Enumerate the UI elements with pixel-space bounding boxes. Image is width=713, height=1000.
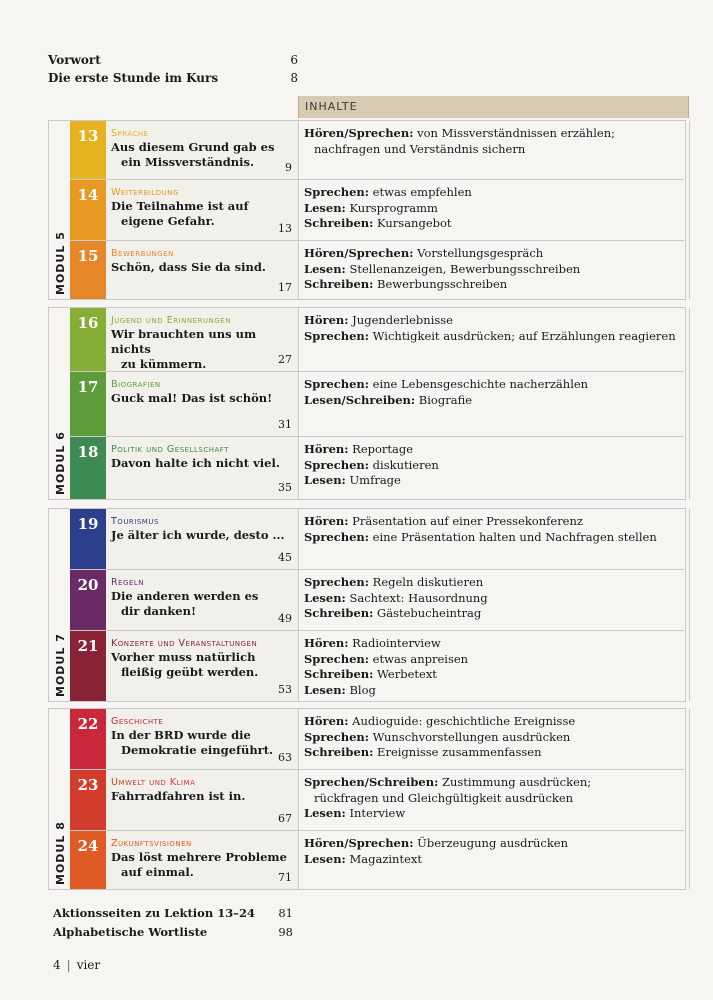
content-line [304,683,689,699]
skill-description: Zustimmung ausdrücken; [438,775,592,789]
lesson-content [304,636,689,698]
lesson-page-number: 35 [278,481,292,494]
content-line [304,313,689,329]
lesson-content [304,714,689,761]
lesson-title-line: ein Missverständnis. [121,155,255,169]
toc-entry-vorwort[interactable]: Vorwort 6 [48,53,298,67]
lesson-topic: Tourismus [111,516,159,527]
skill-description: Kursprogramm [345,200,438,215]
skill-label: Schreiben: [304,667,374,681]
content-line [304,442,689,458]
lesson-title-line: Davon halte ich nicht viel. [111,456,280,470]
content-line [304,775,689,791]
lesson-row-22[interactable] [70,709,684,770]
skill-label: Lesen: [304,806,346,820]
lesson-page-number: 17 [278,281,292,294]
page-number: 81 [278,906,293,920]
lesson-title-line: Vorher muss natürlich [111,650,256,664]
lesson-content [304,514,689,545]
skill-label: Hören: [304,442,349,456]
skill-description: etwas anpreisen [369,651,469,666]
skill-description: Wichtigkeit ausdrücken; auf Erzählungen reagieren [369,328,676,343]
skill-description: Gästebucheintrag [373,606,482,620]
lesson-number-box [70,509,106,569]
content-line [304,201,689,217]
lesson-title [111,140,293,170]
lesson-title-line: Je älter ich wurde, desto ... [111,528,285,542]
lesson-content [304,442,689,489]
module-label-text: MODUL 5 [54,231,67,295]
lesson-content [304,126,689,157]
lesson-row-14[interactable] [70,180,684,241]
skill-label: Lesen: [304,261,346,276]
lesson-row-18[interactable] [70,437,684,500]
lesson-title-line: zu kümmern. [121,357,207,371]
lesson-title-box [106,437,299,499]
skill-description: nachfragen und Verständnis sichern [314,141,526,156]
skill-label: Schreiben: [304,216,374,230]
lesson-title [111,199,293,229]
module-8 [48,708,686,890]
skill-label: Lesen/Schreiben: [304,392,416,407]
module-label [49,308,69,495]
lesson-topic: Bewerbungen [111,248,174,259]
lesson-row-16[interactable] [70,308,684,372]
content-line [304,393,689,409]
lesson-title-box [106,631,299,701]
skill-label: Hören: [304,714,349,728]
skill-label: Sprechen: [304,575,370,589]
lesson-title-box [106,509,299,569]
lesson-topic: Umwelt und Klima [111,777,196,788]
module-label [49,509,69,697]
skill-description: Überzeugung ausdrücken [413,836,569,850]
module-label-text: MODUL 7 [54,633,67,697]
lesson-content [304,575,689,622]
lesson-title [111,327,293,372]
content-right-rule [689,121,690,299]
lesson-content [304,377,689,408]
inhalte-header: INHALTE [298,96,689,118]
lesson-page-number: 71 [278,871,292,884]
lesson-title-box [106,308,299,371]
skill-description: Radiointerview [348,636,441,650]
page-number: 8 [290,71,298,85]
content-line [304,530,689,546]
header-divider [688,96,689,118]
lesson-number-box [70,241,106,299]
skill-description: Präsentation auf einer Pressekonferenz [348,514,583,528]
lesson-content [304,775,689,822]
content-line [304,329,689,345]
lesson-page-number: 31 [278,418,292,431]
lesson-number: 22 [77,715,99,733]
module-label-text: MODUL 6 [54,431,67,495]
lesson-number: 15 [77,247,99,265]
skill-label: Lesen: [304,682,346,697]
content-line [304,791,689,807]
lesson-title [111,650,293,680]
skill-label: Sprechen/Schreiben: [304,775,439,789]
lesson-row-17[interactable] [70,372,684,437]
footer-page-word: vier [76,958,101,972]
lesson-row-19[interactable] [70,509,684,570]
skill-description: Interview [345,806,406,820]
footer-separator: | [66,958,71,972]
skill-description: diskutieren [369,457,439,472]
lesson-topic: Biografien [111,379,161,390]
lesson-content [304,246,689,293]
content-line [304,458,689,474]
lesson-topic: Zukunftsvisionen [111,838,192,849]
lesson-title-box [106,570,299,630]
lesson-row-15[interactable] [70,241,684,300]
lesson-title-line: Wir brauchten uns um nichts [111,327,257,356]
lesson-title-box [106,121,299,179]
module-6 [48,307,686,500]
skill-description: Stellenanzeigen, Bewerbungsschreiben [345,261,581,276]
lesson-title-box [106,831,299,889]
skill-description: Audioguide: geschichtliche Ereignisse [348,714,576,728]
content-line [304,377,689,393]
lesson-number: 24 [77,837,99,855]
skill-label: Schreiben: [304,277,374,291]
lesson-topic: Sprache [111,128,149,139]
content-line [304,246,689,262]
skill-description: Vorstellungsgespräch [413,246,544,260]
module-label [49,121,69,295]
skill-description: eine Lebensgeschichte nacherzählen [369,377,589,391]
lesson-page-number: 67 [278,812,292,825]
content-line [304,591,689,607]
skill-description: eine Präsentation halten und Nachfragen stellen [369,529,657,544]
content-right-rule [689,709,690,889]
skill-description: Wunschvorstellungen ausdrücken [369,729,571,744]
lesson-title-line: fleißig geübt werden. [121,665,259,679]
content-line [304,142,689,158]
lesson-title-box [106,709,299,769]
lesson-title [111,391,293,406]
skill-label: Schreiben: [304,745,374,759]
lesson-number-box [70,831,106,889]
skill-label: Hören/Sprechen: [304,836,414,850]
module-7 [48,508,686,702]
lesson-page-number: 9 [285,161,292,174]
lesson-row-21[interactable] [70,631,684,702]
lesson-title [111,528,293,543]
content-line [304,836,689,852]
lesson-topic: Geschichte [111,716,164,727]
skill-label: Schreiben: [304,606,374,620]
lesson-number-box [70,437,106,499]
content-line [304,262,689,278]
skill-label: Lesen: [304,200,346,215]
skill-description: Regeln diskutieren [369,575,484,589]
content-right-rule [689,509,690,701]
lesson-title-line: Die Teilnahme ist auf [111,199,249,213]
skill-description: Werbetext [373,667,437,681]
content-line [304,667,689,683]
lesson-title-line: auf einmal. [121,865,194,879]
skill-label: Sprechen: [304,457,370,472]
module-label-text: MODUL 8 [54,821,67,885]
skill-label: Lesen: [304,590,346,605]
skill-label: Lesen: [304,473,346,487]
lesson-title-box [106,180,299,240]
lesson-topic: Konzerte und Veranstaltungen [111,638,258,649]
content-line [304,745,689,761]
toc-entry-wortliste[interactable]: Alphabetische Wortliste 98 [53,925,293,939]
lesson-number: 16 [77,314,99,332]
lesson-title-line: eigene Gefahr. [121,214,215,228]
lesson-topic: Regeln [111,577,145,588]
lesson-number-box [70,570,106,630]
skill-label: Hören/Sprechen: [304,126,414,140]
skill-label: Hören/Sprechen: [304,246,414,260]
page-number: 98 [278,925,293,939]
skill-description: etwas empfehlen [369,185,472,199]
lesson-number: 21 [77,637,99,655]
skill-description: Bewerbungsschreiben [373,277,508,291]
lesson-number-box [70,308,106,371]
page-number: 6 [290,53,298,67]
content-line [304,185,689,201]
lesson-content [304,836,689,867]
lesson-title-box [106,241,299,299]
skill-description: Blog [345,682,376,697]
lesson-title-box [106,372,299,436]
lesson-title [111,789,293,804]
skill-description: Ereignisse zusammenfassen [373,745,542,759]
content-right-rule [689,308,690,499]
lesson-title [111,850,293,880]
content-line [304,806,689,822]
lesson-title-line: Fahrradfahren ist in. [111,789,246,803]
lesson-number: 18 [77,443,99,461]
lesson-title-line: dir danken! [121,604,197,618]
skill-description: Jugenderlebnisse [348,313,453,327]
lesson-topic: Jugend und Erinnerungen [111,315,231,326]
content-line [304,606,689,622]
lesson-number-box [70,372,106,436]
content-line [304,473,689,489]
content-line [304,216,689,232]
footer-page-number: 4 [53,958,61,972]
lesson-title-line: Schön, dass Sie da sind. [111,260,266,274]
skill-label: Hören: [304,636,349,650]
lesson-number: 13 [77,127,99,145]
toc-entry-aktionsseiten[interactable]: Aktionsseiten zu Lektion 13–24 81 [53,906,293,920]
content-line [304,277,689,293]
lesson-number: 23 [77,776,99,794]
lesson-title-line: Guck mal! Das ist schön! [111,391,273,405]
skill-label: Sprechen: [304,377,370,391]
skill-label: Sprechen: [304,185,370,199]
lesson-number-box [70,631,106,701]
content-line [304,514,689,530]
skill-description: Kursangebot [373,216,452,230]
skill-label: Sprechen: [304,328,370,343]
skill-label: Lesen: [304,851,346,866]
lesson-title-line: Aus diesem Grund gab es [111,140,275,154]
lesson-row-20[interactable] [70,570,684,631]
content-line [304,714,689,730]
skill-description: von Missverständnissen erzählen; [413,126,615,140]
lesson-content [304,313,689,344]
lesson-page-number: 53 [278,683,292,696]
lesson-title-line: Die anderen werden es [111,589,259,603]
skill-label: Hören: [304,514,349,528]
lesson-page-number: 27 [278,353,292,366]
lesson-number-box [70,709,106,769]
skill-label: Sprechen: [304,729,370,744]
lesson-page-number: 13 [278,222,292,235]
lesson-row-13[interactable] [70,121,684,180]
skill-description: Umfrage [345,473,401,487]
skill-description: Reportage [348,442,414,456]
lesson-title-line: Das löst mehrere Probleme [111,850,287,864]
lesson-title-line: In der BRD wurde die [111,728,251,742]
skill-description: Sachtext: Hausordnung [345,590,488,605]
module-label [49,709,69,885]
lesson-topic: Weiterbildung [111,187,179,198]
lesson-number-box [70,770,106,830]
lesson-row-23[interactable] [70,770,684,831]
lesson-number-box [70,180,106,240]
content-line [304,652,689,668]
lesson-page-number: 63 [278,751,292,764]
skill-label: Sprechen: [304,529,370,544]
content-line [304,730,689,746]
lesson-title-line: Demokratie eingeführt. [121,743,274,757]
lesson-content [304,185,689,232]
lesson-number: 19 [77,515,99,533]
lesson-topic: Politik und Gesellschaft [111,444,229,455]
content-line [304,852,689,868]
content-line [304,575,689,591]
lesson-number: 14 [77,186,99,204]
lesson-page-number: 49 [278,612,292,625]
lesson-number: 20 [77,576,99,594]
skill-label: Hören: [304,313,349,327]
lesson-title [111,589,293,619]
module-5 [48,120,686,300]
lesson-number: 17 [77,378,99,396]
lesson-title-box [106,770,299,830]
skill-description: Magazintext [345,851,422,866]
skill-label: Sprechen: [304,651,370,666]
skill-description: rückfragen und Gleichgültigkeit ausdrücken [314,790,574,805]
lesson-title [111,260,293,275]
content-line [304,636,689,652]
lesson-number-box [70,121,106,179]
lesson-page-number: 45 [278,551,292,564]
page-footer [53,958,100,972]
lesson-title [111,456,293,471]
lesson-row-24[interactable] [70,831,684,890]
content-line [304,126,689,142]
skill-description: Biografie [415,392,473,407]
lesson-title [111,728,293,758]
toc-entry-erste-stunde[interactable]: Die erste Stunde im Kurs 8 [48,71,298,85]
